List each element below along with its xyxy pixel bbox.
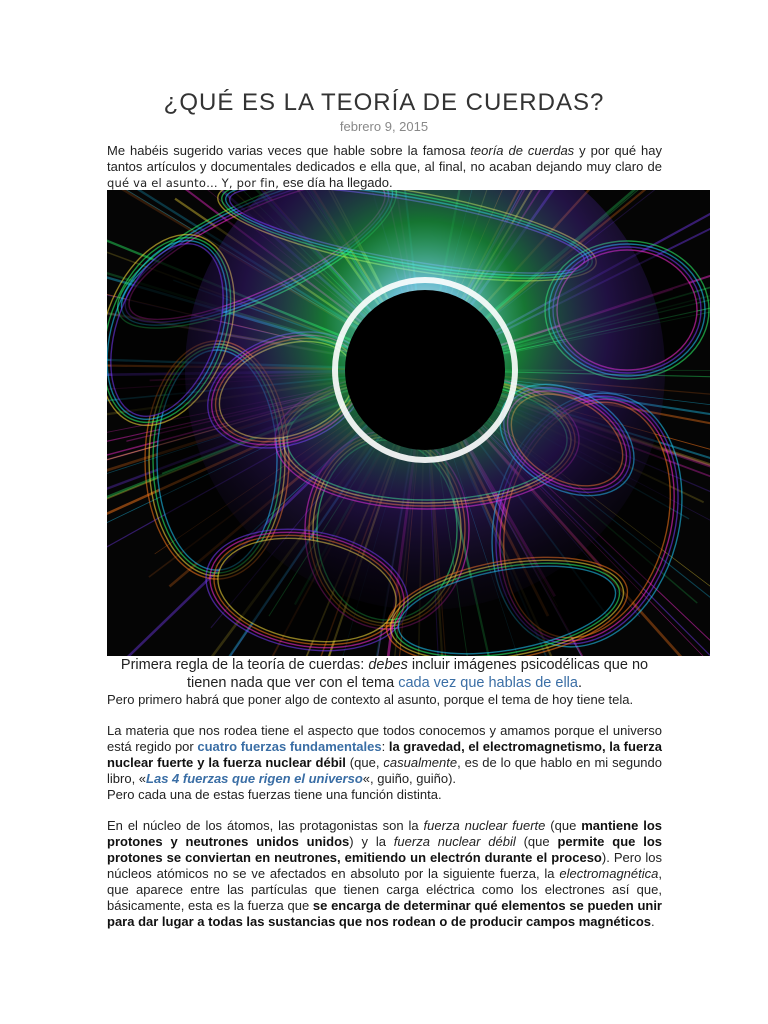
paragraph-bold: mantiene los protones y neutrones unidos unidos (107, 818, 663, 849)
paragraph-italic: fuerza nuclear fuerte (423, 818, 546, 833)
book-link[interactable]: Las 4 fuerzas que rigen el universo (146, 771, 363, 786)
paragraph-bold: se encarga de determinar qué elementos se pueden unir para dar lugar a todas las sustancias que nos rodean o de producir campos magnéticos (107, 898, 662, 929)
black-hole-circle (345, 290, 505, 450)
paragraph-bold: la gravedad, el electromagnetismo, la fuerza nuclear fuerte y la fuerza nuclear débil (107, 739, 662, 770)
paragraph-text: (que (545, 818, 582, 833)
intro-paragraph (107, 143, 662, 191)
paragraph-text: , que aparece entre las partículas que tienen carga eléctrica como los electrones así que, básicamente, esta es la fuerza que (107, 866, 662, 913)
paragraph-text: La materia que nos rodea tiene el aspecto que todos conocemos y amamos porque el universo está regido por (107, 723, 662, 754)
paragraph-text: (que (515, 834, 558, 849)
paragraph-text: (que, (345, 755, 384, 770)
caption-text: incluir imágenes psicodélicas que no tienen nada que ver con el tema (186, 657, 649, 691)
caption-text: . (577, 675, 582, 691)
caption-text: Primera regla de la teoría de cuerdas: (120, 657, 369, 673)
psychedelic-hero-image (107, 190, 710, 656)
four-forces-link[interactable]: cuatro fuerzas fundamentales (197, 739, 382, 754)
paragraph-italic: electromagnética (559, 866, 659, 881)
paragraph-text: , es de lo que hablo en mi segundo libro, « (107, 755, 662, 786)
caption-link[interactable]: cada vez que hablas de ella (398, 675, 578, 691)
paragraph-nucleus (107, 818, 662, 930)
intro-emphasis: teoría de cuerdas (470, 143, 575, 158)
article-title: ¿QUÉ ES LA TEORÍA DE CUERDAS? (163, 89, 605, 116)
paragraph-forces (107, 723, 662, 787)
paragraph-text: ) y la (349, 834, 394, 849)
paragraph-text: «, guiño, guiño). (362, 771, 457, 786)
intro-text-mono: qué va el asunto… Y, por fin, (107, 176, 280, 190)
paragraph-text: . (651, 914, 655, 929)
intro-text: Me habéis sugerido varias veces que hable sobre la famosa (107, 143, 471, 158)
paragraph-context: Pero primero habrá que poner algo de contexto al asunto, porque el tema de hoy tiene tela. (107, 692, 634, 707)
image-caption (107, 656, 662, 692)
paragraph-functions: Pero cada una de estas fuerzas tiene una función distinta. (107, 787, 442, 802)
paragraph-italic: casualmente (383, 755, 458, 770)
intro-text: ese día ha llegado. (279, 175, 393, 190)
hero-artwork (107, 190, 710, 656)
paragraph-text: ). Pero los núcleos atómicos no se ve afectados en absoluto por la siguiente fuerza, la (107, 850, 662, 881)
caption-emphasis: debes (368, 657, 408, 673)
paragraph-italic: fuerza nuclear débil (393, 834, 516, 849)
article-date: febrero 9, 2015 (339, 119, 429, 134)
paragraph-bold: permite que los protones se conviertan en neutrones, emitiendo un electrón durante el proceso (107, 834, 663, 865)
intro-text: y por qué hay tantos artículos y documentales dedicados e ella que, al final, no acaban dejando muy claro de (107, 143, 662, 174)
paragraph-text: En el núcleo de los átomos, las protagonistas son la (107, 818, 424, 833)
paragraph-text: : (381, 739, 389, 754)
